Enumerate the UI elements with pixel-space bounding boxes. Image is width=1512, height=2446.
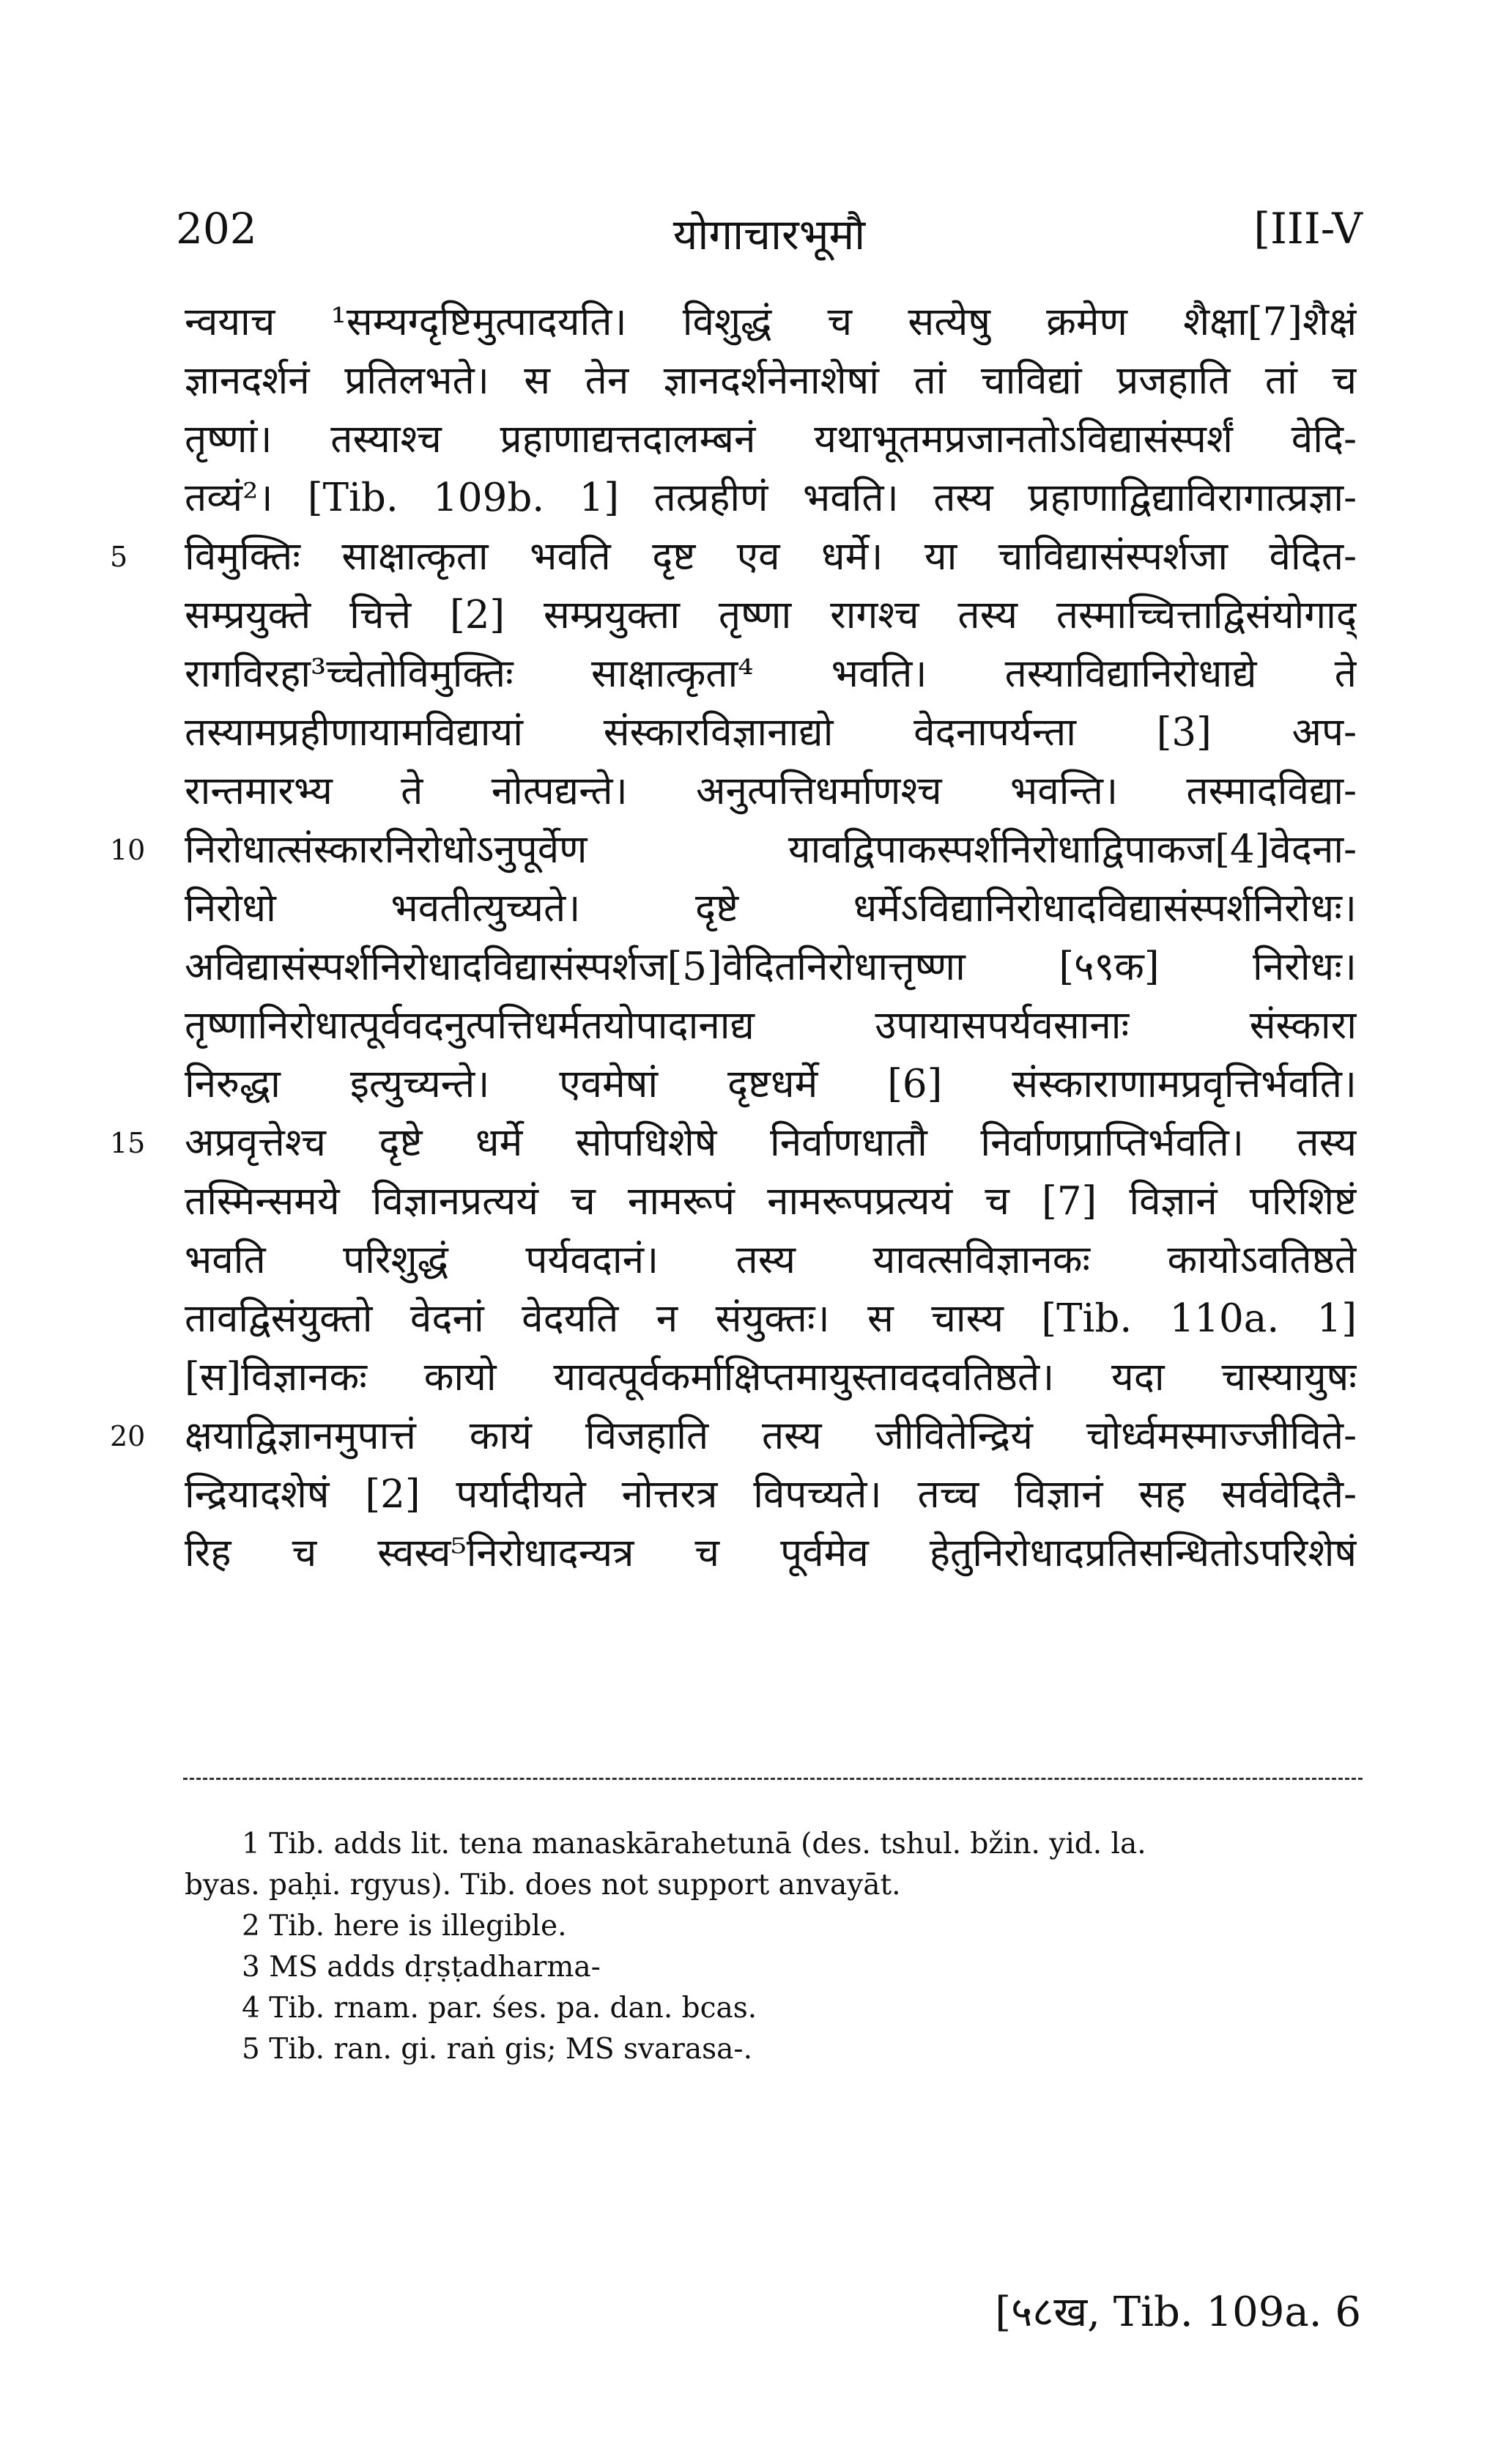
footnote: 5 Tib. ran. gi. raṅ gis; MS svarasa-. [242, 2033, 752, 2066]
running-header [176, 204, 1363, 270]
footnote: 1 Tib. adds lit. tena manaskārahetunā (des. tshul. bžin. yid. la. [242, 1828, 1146, 1861]
line-number: 5 [110, 541, 128, 573]
text-line: तस्मिन्समये विज्ञानप्रत्ययं च नामरूपं नामरूपप्रत्ययं च [7] विज्ञानं परिशिष्टं [185, 1179, 1357, 1224]
text-line: तव्यं²। [Tib. 109b. 1] तत्प्रहीणं भवति। तस्य प्रहाणाद्विद्याविरागात्प्रज्ञा- [185, 476, 1357, 520]
text-line: अविद्यासंस्पर्शनिरोधादविद्यासंस्पर्शज[5]वेदितनिरोधात्तृष्णा [५९क] निरोधः। [185, 945, 1357, 989]
footnote-divider [183, 1778, 1363, 1780]
folio-reference: [५८ख, Tib. 109a. 6 [995, 2288, 1361, 2336]
line-number: 20 [110, 1420, 146, 1452]
text-line: सम्प्रयुक्ते चित्ते [2] सम्प्रयुक्ता तृष्णा रागश्च तस्य तस्माच्चित्ताद्विसंयोगाद् [185, 593, 1357, 638]
text-line: निरुद्धा इत्युच्यन्ते। एवमेषां दृष्टधर्मे [6] संस्काराणामप्रवृत्तिर्भवति। [185, 1062, 1357, 1106]
text-line: तस्यामप्रहीणायामविद्यायां संस्कारविज्ञानाद्यो वेदनापर्यन्ता [3] अप- [185, 710, 1357, 755]
text-line: भवति परिशुद्धं पर्यवदानं। तस्य यावत्सविज्ञानकः कायोऽवतिष्ठते [185, 1238, 1357, 1282]
text-line: तावद्विसंयुक्तो वेदनां वेदयति न संयुक्तः। स चास्य [Tib. 110a. 1] [185, 1296, 1357, 1341]
text-line: निरोधो भवतीत्युच्यते। दृष्टे धर्मेऽविद्यानिरोधादविद्यासंस्पर्शनिरोधः। [185, 886, 1357, 931]
section-marker: [III-V [1253, 204, 1363, 254]
text-line: तृष्णानिरोधात्पूर्ववदनुत्पत्तिधर्मतयोपादानाद्य उपायासपर्यवसानाः संस्कारा [185, 1003, 1357, 1048]
footnote: 3 MS adds dṛṣṭadharma- [242, 1951, 601, 1984]
text-line: [स]विज्ञानकः कायो यावत्पूर्वकर्माक्षिप्तमायुस्तावदवतिष्ठते। यदा चास्यायुषः [185, 1355, 1357, 1400]
line-number: 15 [110, 1127, 146, 1159]
text-line: विमुक्तिः साक्षात्कृता भवति दृष्ट एव धर्मे। या चाविद्यासंस्पर्शजा वेदित- [185, 534, 1357, 579]
text-line: रागविरहा³च्चेतोविमुक्तिः साक्षात्कृता⁴ भवति। तस्याविद्यानिरोधाद्ये ते [185, 651, 1357, 696]
text-line: निरोधात्संस्कारनिरोधोऽनुपूर्वेण यावद्विपाकस्पर्शनिरोधाद्विपाकज[4]वेदना- [185, 827, 1357, 872]
text-line: रान्तमारभ्य ते नोत्पद्यन्ते। अनुत्पत्तिधर्माणश्च भवन्ति। तस्मादविद्या- [185, 769, 1357, 813]
line-number: 10 [110, 834, 146, 866]
text-line: ज्ञानदर्शनं प्रतिलभते। स तेन ज्ञानदर्शनेनाशेषां तां चाविद्यां प्रजहाति तां च [185, 358, 1357, 403]
text-line: न्वयाच ¹सम्यग्दृष्टिमुत्पादयति। विशुद्धं च सत्येषु क्रमेण शैक्षा[7]शैक्षं [185, 300, 1357, 344]
footnote: byas. paḥi. rgyus). Tib. does not support anvayāt. [185, 1869, 901, 1902]
text-line: रिह च स्वस्व⁵निरोधादन्यत्र च पूर्वमेव हेतुनिरोधादप्रतिसन्धितोऽपरिशेषं [185, 1531, 1357, 1575]
text-line: तृष्णां। तस्याश्च प्रहाणाद्यत्तदालम्बनं यथाभूतमप्रजानतोऽविद्यासंस्पर्शं वेदि- [185, 417, 1357, 462]
text-line: क्षयाद्विज्ञानमुपात्तं कायं विजहाति तस्य जीवितेन्द्रियं चोर्ध्वमस्माज्जीविते- [185, 1414, 1357, 1458]
text-line: न्द्रियादशेषं [2] पर्यादीयते नोत्तरत्र विपच्यते। तच्च विज्ञानं सह सर्ववेदितै- [185, 1472, 1357, 1517]
footnote: 2 Tib. here is illegible. [242, 1910, 567, 1943]
footnote: 4 Tib. rnam. par. śes. pa. dan. bcas. [242, 1992, 757, 2025]
running-title: योगाचारभूमौ [672, 210, 866, 259]
page-number: 202 [176, 204, 257, 254]
text-line: अप्रवृत्तेश्च दृष्टे धर्मे सोपधिशेषे निर्वाणधातौ निर्वाणप्राप्तिर्भवति। तस्य [185, 1120, 1357, 1165]
